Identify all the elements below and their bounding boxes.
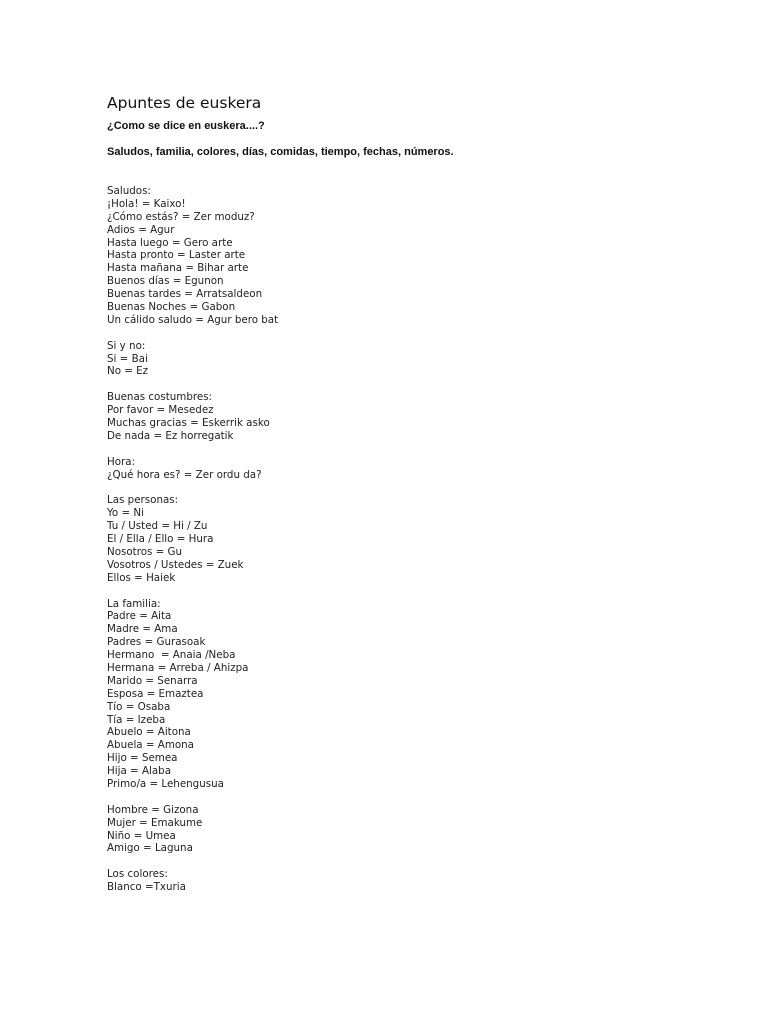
vocabulary-entry: Amigo = Laguna (107, 842, 193, 855)
vocabulary-section (107, 494, 707, 584)
document-subtitle: ¿Como se dice en euskera....? (107, 120, 265, 132)
vocabulary-entry: De nada = Ez horregatik (107, 429, 234, 442)
section-heading: Hora: (107, 455, 136, 468)
vocabulary-entry: Buenas Noches = Gabon (107, 301, 236, 314)
vocabulary-list (107, 185, 707, 894)
vocabulary-entry: Abuela = Amona (107, 739, 194, 752)
vocabulary-entry: Tu / Usted = Hi / Zu (107, 520, 208, 533)
vocabulary-entry: Marido = Senarra (107, 674, 198, 687)
vocabulary-entry: Niño = Umea (107, 829, 176, 842)
vocabulary-entry: Hijo = Semea (107, 752, 178, 765)
vocabulary-entry: Padre = Aita (107, 610, 172, 623)
document-title: Apuntes de euskera (107, 94, 262, 112)
vocabulary-entry: Adios = Agur (107, 223, 175, 236)
vocabulary-section (107, 456, 707, 482)
vocabulary-entry: Hermano = Anaia /Neba (107, 649, 236, 662)
vocabulary-entry: El / Ella / Ello = Hura (107, 533, 214, 546)
vocabulary-entry: Por favor = Mesedez (107, 404, 214, 417)
vocabulary-entry: Padres = Gurasoak (107, 636, 206, 649)
vocabulary-entry: Esposa = Emaztea (107, 687, 204, 700)
vocabulary-section (107, 185, 707, 327)
vocabulary-entry: Hasta luego = Gero arte (107, 236, 233, 249)
vocabulary-entry: Abuelo = Aitona (107, 726, 191, 739)
vocabulary-entry: Hasta pronto = Laster arte (107, 249, 246, 262)
section-heading: Si y no: (107, 339, 146, 352)
vocabulary-section (107, 868, 707, 894)
vocabulary-entry: Madre = Ama (107, 623, 178, 636)
vocabulary-entry: Buenas tardes = Arratsaldeon (107, 288, 263, 301)
document-summary: Saludos, familia, colores, días, comidas, tiempo, fechas, números. (107, 146, 454, 158)
vocabulary-entry: Vosotros / Ustedes = Zuek (107, 558, 244, 571)
vocabulary-entry: ¡Hola! = Kaixo! (107, 197, 186, 210)
vocabulary-entry: Un cálido saludo = Agur bero bat (107, 313, 279, 326)
vocabulary-entry: Primo/a = Lehengusua (107, 777, 224, 790)
vocabulary-entry: Buenos días = Egunon (107, 275, 224, 288)
vocabulary-entry: Blanco =Txuria (107, 881, 186, 894)
vocabulary-entry: Ellos = Haiek (107, 571, 176, 584)
vocabulary-section (107, 598, 707, 791)
section-heading: La familia: (107, 597, 161, 610)
vocabulary-entry: Si = Bai (107, 352, 148, 365)
vocabulary-section (107, 340, 707, 379)
vocabulary-entry: Tío = Osaba (107, 700, 171, 713)
section-heading: Buenas costumbres: (107, 391, 213, 404)
vocabulary-entry: ¿Qué hora es? = Zer ordu da? (107, 468, 262, 481)
vocabulary-entry: Yo = Ni (107, 507, 144, 520)
vocabulary-entry: No = Ez (107, 365, 149, 378)
vocabulary-entry: Hombre = Gizona (107, 803, 199, 816)
section-heading: Las personas: (107, 494, 179, 507)
vocabulary-section (107, 804, 707, 856)
section-heading: Saludos: (107, 185, 151, 197)
vocabulary-section (107, 391, 707, 443)
document-page (107, 92, 707, 907)
vocabulary-entry: ¿Cómo estás? = Zer moduz? (107, 210, 255, 223)
vocabulary-entry: Nosotros = Gu (107, 545, 183, 558)
section-heading: Los colores: (107, 868, 168, 881)
vocabulary-entry: Tía = Izeba (107, 713, 166, 726)
vocabulary-entry: Muchas gracias = Eskerrik asko (107, 417, 270, 430)
vocabulary-entry: Hasta mañana = Bihar arte (107, 262, 249, 275)
vocabulary-entry: Mujer = Emakume (107, 816, 203, 829)
vocabulary-entry: Hija = Alaba (107, 765, 172, 778)
vocabulary-entry: Hermana = Arreba / Ahizpa (107, 661, 249, 674)
